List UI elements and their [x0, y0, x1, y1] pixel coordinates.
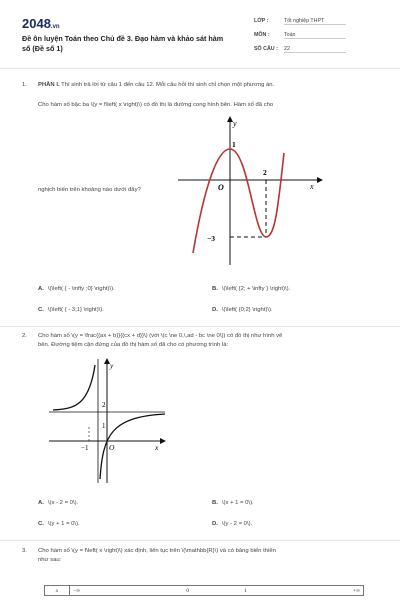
meta-value: Toán — [284, 32, 346, 39]
option-text: \(\left( { - 3;1} \right)\). — [47, 307, 104, 313]
x-axis-label: x — [310, 182, 314, 191]
q2-option-c[interactable] — [38, 521, 80, 527]
q1-option-b[interactable] — [212, 286, 290, 292]
q1-text: Cho hàm số bậc ba \(y = f\left( x \right)\) có đồ thị là đường cong hình bên. Hàm số đã cho — [38, 102, 274, 108]
q3-text-line1: Cho hàm số \(y = f\left( x \right)\) xác định, liên tục trên \(\mathbb{R}\) và có bảng biến thiên — [38, 548, 276, 554]
q1-option-a[interactable] — [38, 286, 115, 292]
origin-label: O — [109, 443, 115, 452]
tick-label-minus1: −1 — [81, 444, 89, 452]
logo-suffix: .vn — [50, 24, 60, 30]
question-number: 3. — [22, 548, 27, 554]
q1-graph — [170, 113, 330, 273]
table-cell: x — [45, 586, 70, 596]
q1-option-d[interactable] — [212, 307, 273, 313]
q2-option-a[interactable] — [38, 500, 78, 506]
origin-label: O — [218, 183, 224, 192]
option-letter: C. — [38, 521, 44, 527]
meta-count — [254, 46, 346, 53]
option-letter: D. — [212, 521, 218, 527]
exam-title-line1: Đề ôn luyện Toán theo Chủ đề 3. Đạo hàm và khảo sát hàm — [22, 34, 224, 43]
option-text: \(x - 2 = 0\). — [47, 500, 79, 506]
tick-label-1: 1 — [102, 422, 106, 430]
q3-text-line2: như sau: — [38, 557, 62, 563]
exam-title — [22, 34, 247, 54]
tick-label-2: 2 — [102, 401, 106, 409]
q1-option-c[interactable] — [38, 307, 104, 313]
option-text: \(x + 1 = 0\). — [221, 500, 254, 506]
table-cell: +∞ — [274, 586, 363, 596]
option-letter: C. — [38, 307, 44, 313]
tick-label-1: 1 — [232, 140, 236, 149]
y-axis-label: y — [233, 119, 237, 128]
exam-title-line2: số (Đề số 1) — [22, 44, 63, 53]
meta-subject — [254, 32, 346, 39]
part1-heading: PHẦN I. — [38, 82, 60, 88]
option-text: \(y - 2 = 0\). — [221, 521, 253, 527]
q1-question: nghịch biến trên khoảng nào dưới đây? — [38, 187, 141, 193]
option-text: \(\left( { - \infty ;0} \right)\). — [47, 286, 115, 292]
question-number: 1. — [22, 82, 27, 88]
table-cell: −∞ — [70, 586, 159, 596]
table-cell: 1 — [216, 586, 274, 596]
x-axis-label: x — [155, 443, 159, 452]
q2-graph — [45, 355, 173, 485]
part1-intro — [38, 81, 388, 90]
q2-text-line1: Cho hàm số \(y = \frac{{ax + b}}{{cx + d}}\) (với \(c \ne 0,\,ad - bc \ne 0\)) có đồ thị như hình vẽ — [38, 333, 283, 339]
q2-option-b[interactable] — [212, 500, 254, 506]
meta-label: SỐ CÂU : — [254, 46, 278, 52]
logo-text: 2048 — [22, 16, 51, 31]
option-letter: B. — [212, 286, 218, 292]
part1-intro-text: Thí sinh trả lời từ câu 1 đến câu 12. Mỗi câu hỏi thí sinh chỉ chọn một phương án. — [61, 82, 275, 88]
option-letter: D. — [212, 307, 218, 313]
question-number: 2. — [22, 333, 27, 339]
q3-text — [38, 547, 388, 565]
header-divider — [0, 68, 400, 69]
option-letter: B. — [212, 500, 218, 506]
table-cell: 0 — [159, 586, 217, 596]
q2-text — [38, 332, 388, 350]
meta-class — [254, 18, 346, 25]
meta-value: Tốt nghiệp THPT — [284, 18, 346, 25]
question-divider — [0, 326, 400, 327]
option-letter: A. — [38, 500, 44, 506]
question-divider — [0, 540, 400, 541]
tick-label-minus3: −3 — [207, 234, 216, 243]
y-axis-label: y — [110, 361, 114, 370]
q2-option-d[interactable] — [212, 521, 252, 527]
meta-label: LỚP : — [254, 18, 269, 24]
option-text: \(\left( {0;2} \right)\). — [221, 307, 273, 313]
q2-text-line2: bên. Đường tiệm cận đứng của đồ thị hàm số đã cho có phương trình là: — [38, 342, 229, 348]
tick-label-2: 2 — [263, 168, 267, 177]
table-row — [45, 586, 364, 596]
meta-label: MÔN : — [254, 32, 270, 38]
option-letter: A. — [38, 286, 44, 292]
option-text: \(\left( {2; + \infty } \right)\). — [221, 286, 291, 292]
meta-value: 22 — [284, 46, 346, 53]
site-logo[interactable] — [22, 16, 60, 31]
option-text: \(y + 1 = 0\). — [47, 521, 80, 527]
variation-table — [44, 585, 364, 596]
hyperbola-left-branch — [53, 365, 95, 410]
